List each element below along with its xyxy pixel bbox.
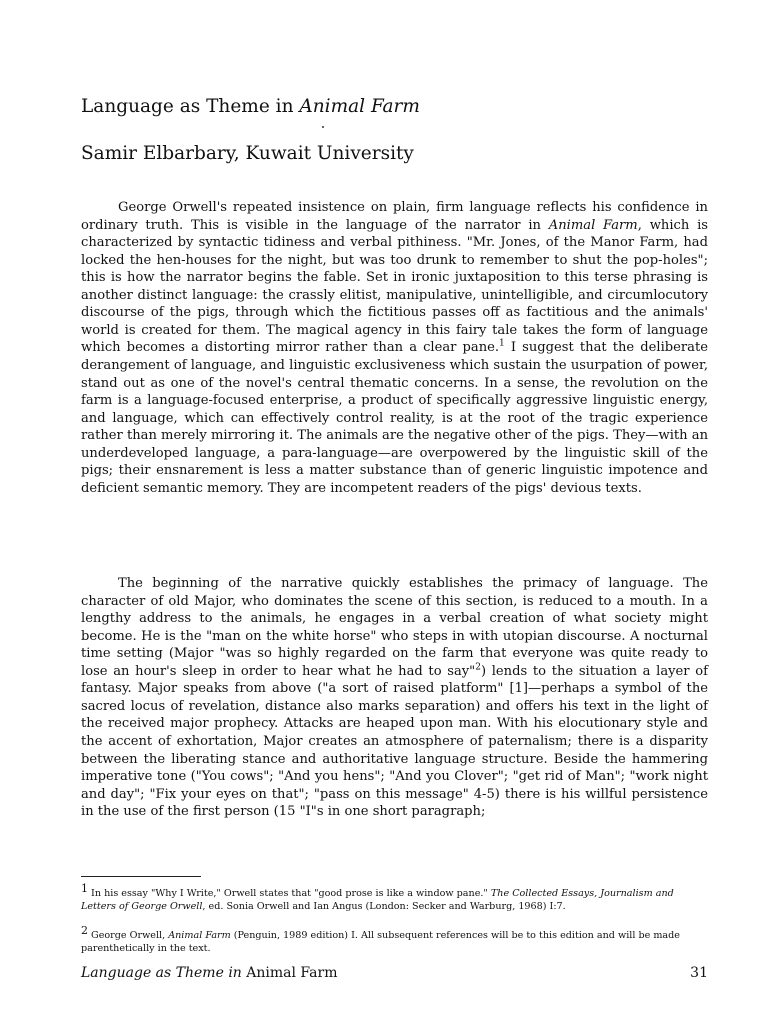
footnote-divider [81,876,201,877]
running-footer-italic: Language as Theme in [81,965,242,981]
footnote-1-number: 1 [81,882,88,895]
footnote-ref-2[interactable]: 2 [475,662,481,673]
article-author: Samir Elbarbary, Kuwait University [81,143,414,164]
p1-text-d: I suggest that the deliberate derangement of language, and linguistic exclusiveness which sustain the usurpation of power, stand out as one of the novel's central thematic concerns. In a sense, the revolution on the farm is a language-focused enterprise, a product of specifically aggressive linguistic energy, and language, which can effectively control reality, is at the root of the tragic experience rather than merely mirroring it. The animals are the negative other of the pigs. They—with an underdeveloped language, a para-language—are overpowered by the linguistic skill of the pigs; their ensnarement is less a matter substance than of generic linguistic impotence and deficient semantic memory. They are incompetent readers of the pigs' devious texts. [81,340,708,496]
speck-mark [322,126,324,128]
body-paragraph-1 [81,199,708,497]
footnote-2-text-a: George Orwell, [88,930,169,942]
footnote-1-text-a: In his essay "Why I Write," Orwell states that "good prose is like a window pane." [88,888,491,900]
article-title-italic: Animal Farm [299,96,420,117]
article-title-plain: Language as Theme in [81,96,294,117]
p1-text-c: , which is characterized by syntactic tidiness and verbal pithiness. "Mr. Jones, of the Manor Farm, had locked the hen-houses for the night, but was too drunk to remember to shut the pop-holes"; this is how the narrator begins the fable. Set in ironic juxtaposition to this terse phrasing is another distinct language: the crassly elitist, manipulative, unintelligible, and circumlocutory discourse of the pigs, through which the fictitious passes off as factitious and the animals' world is created for them. The magical agency in this fairy tale takes the form of language which becomes a distorting mirror rather than a clear pane. [81,217,708,356]
footnote-2-text-c: (Penguin, 1989 edition) I. All subsequent references will be to this edition and will be made parenthetically in the text. [81,930,680,955]
footnote-1-book-title: The Collected Essays, Journalism and Letters of George Orwell [81,888,674,913]
running-footer [81,964,338,982]
page-number: 31 [690,965,708,981]
p1-book-title: Animal Farm [548,217,638,233]
footnote-2-number: 2 [81,924,88,937]
p2-text-b: ) lends to the situation a layer of fantasy. Major speaks from above ("a sort of raised platform" [1]—perhaps a symbol of the sacred locus of revelation, distance also marks separation) and offers his text in the light of the received major prophecy. Attacks are heaped upon man. With his elocutionary style and the accent of exhortation, Major creates an atmosphere of paternalism; there is a disparity between the liberating stance and authoritative language structure. Beside the hammering imperative tone ("You cows"; "And you hens"; "And you Clover"; "get rid of Man"; "work night and day"; "Fix your eyes on that"; "pass on this message" 4-5) there is his willful persistence in the use of the first person (15 "I"s in one short paragraph; [81,663,708,820]
footnote-2 [81,924,711,955]
p1-text-a: George Orwell's repeated insistence on plain, firm language reflects his confidence in ordinary truth. This is visible in the language of the narrator in [81,200,708,233]
body-paragraph-2 [81,575,708,821]
p2-text-a: The beginning of the narrative quickly establishes the primacy of language. The character of old Major, who dominates the scene of this section, is reduced to a mouth. In a lengthy address to the animals, he engages in a verbal creation of what society might become. He is the "man on the white horse" who steps in with utopian discourse. A nocturnal time setting (Major "was so highly regarded on the farm that everyone was quite ready to lose an hour's sleep in order to hear what he had to say" [81,576,708,679]
article-title [81,96,701,118]
footnote-1 [81,882,711,913]
footnote-ref-1[interactable]: 1 [499,339,505,350]
footnote-2-book-title: Animal Farm [168,930,231,942]
footnote-1-text-c: , ed. Sonia Orwell and Ian Angus (London: Secker and Warburg, 1968) I:7. [202,901,566,913]
running-footer-plain: Animal Farm [246,965,338,981]
